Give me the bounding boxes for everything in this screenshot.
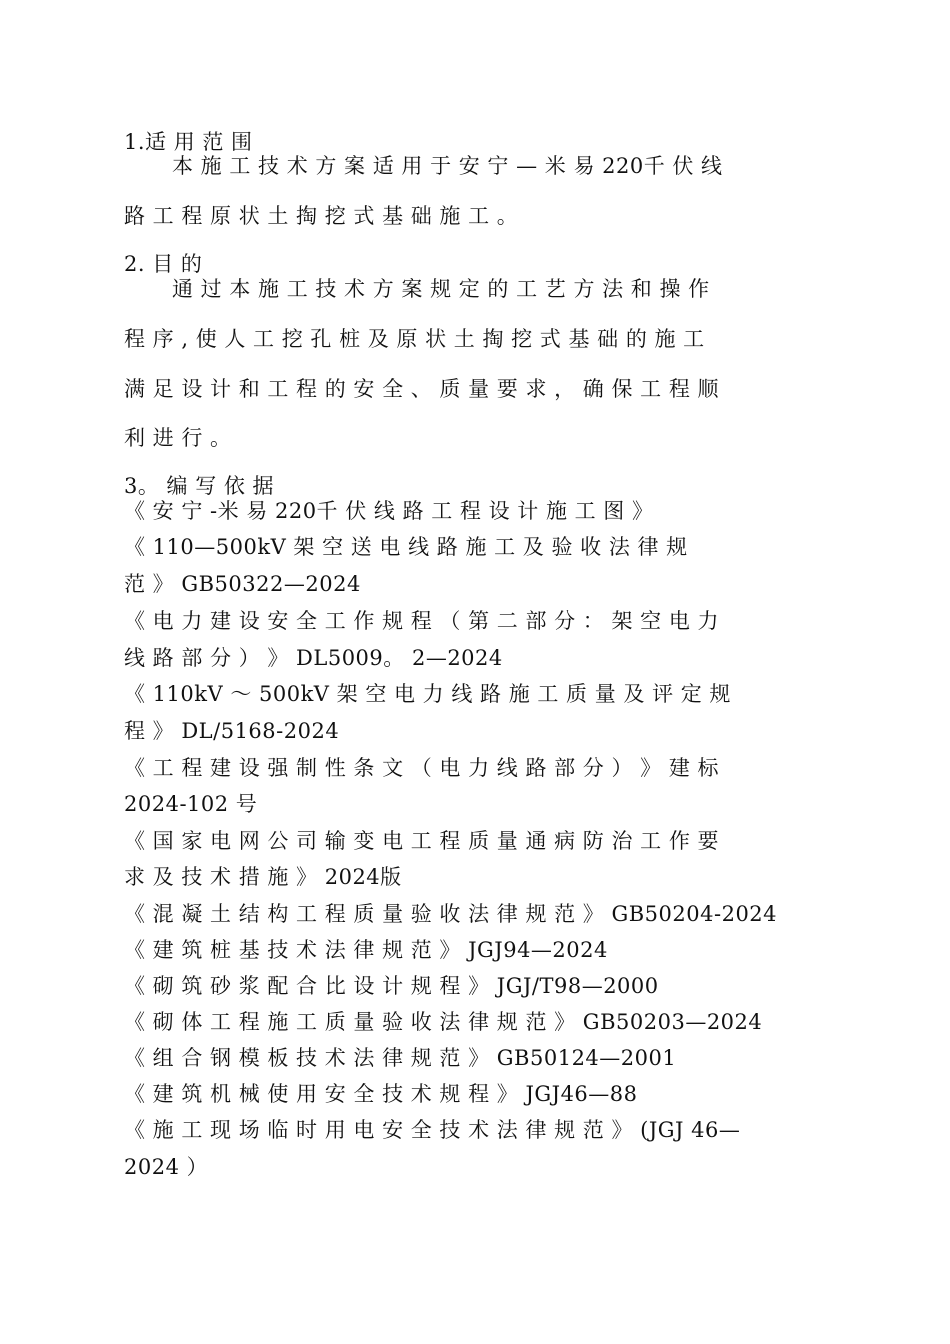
paragraph-line: 程 序 , 使 人 工 挖 孔 桩 及 原 状 土 掏 挖 式 基 础 的 施 工 xyxy=(124,327,705,351)
reference-line: 《 砌 筑 砂 浆 配 合 比 设 计 规 程 》 JGJ/T98—2000 xyxy=(124,974,659,998)
reference-line: 范 》 GB50322—2024 xyxy=(124,572,361,596)
reference-line: 《 安 宁 -米 易 220千 伏 线 路 工 程 设 计 施 工 图 》 xyxy=(124,499,654,523)
reference-line: 线 路 部 分 ） 》 DL5009。 2—2024 xyxy=(124,646,503,670)
section-heading-basis: 3。 编 写 依 据 xyxy=(124,474,275,498)
paragraph-line: 路 工 程 原 状 土 掏 挖 式 基 础 施 工 。 xyxy=(124,204,519,228)
paragraph-line: 通 过 本 施 工 技 术 方 案 规 定 的 工 艺 方 法 和 操 作 xyxy=(172,277,710,301)
reference-line: 2024 ） xyxy=(124,1155,209,1179)
section-heading-scope: 1.适 用 范 围 xyxy=(124,130,253,154)
reference-line: 求 及 技 术 措 施 》 2024版 xyxy=(124,865,402,889)
reference-line: 《 工 程 建 设 强 制 性 条 文 （ 电 力 线 路 部 分 ） 》 建 标 xyxy=(124,756,720,780)
reference-line: 《 电 力 建 设 安 全 工 作 规 程 （ 第 二 部 分 ： 架 空 电 力 xyxy=(124,609,720,633)
reference-line: 2024-102 号 xyxy=(124,792,258,816)
paragraph-line: 利 进 行 。 xyxy=(124,426,232,450)
paragraph-line: 满 足 设 计 和 工 程 的 安 全 、 质 量 要 求 ， 确 保 工 程 顺 xyxy=(124,377,720,401)
reference-line: 《 组 合 钢 模 板 技 术 法 律 规 范 》 GB50124—2001 xyxy=(124,1046,677,1070)
reference-line: 《 国 家 电 网 公 司 输 变 电 工 程 质 量 通 病 防 治 工 作 要 xyxy=(124,829,720,853)
reference-line: 《 建 筑 机 械 使 用 安 全 技 术 规 程 》 JGJ46—88 xyxy=(124,1082,638,1106)
reference-line: 《 施 工 现 场 临 时 用 电 安 全 技 术 法 律 规 范 》 (JGJ 46— xyxy=(124,1118,741,1142)
reference-line: 《 砌 体 工 程 施 工 质 量 验 收 法 律 规 范 》 GB50203—2024 xyxy=(124,1010,763,1034)
reference-line: 《 混 凝 土 结 构 工 程 质 量 验 收 法 律 规 范 》 GB50204-2024 xyxy=(124,902,778,926)
paragraph-line: 本 施 工 技 术 方 案 适 用 于 安 宁 — 米 易 220千 伏 线 xyxy=(172,154,723,178)
reference-line: 程 》 DL/5168-2024 xyxy=(124,719,340,743)
reference-line: 《 110—500kV 架 空 送 电 线 路 施 工 及 验 收 法 律 规 xyxy=(124,535,688,559)
reference-line: 《 110kV ～ 500kV 架 空 电 力 线 路 施 工 质 量 及 评 定 规 xyxy=(124,682,731,706)
section-heading-purpose: 2. 目 的 xyxy=(124,252,203,276)
reference-line: 《 建 筑 桩 基 技 术 法 律 规 范 》 JGJ94—2024 xyxy=(124,938,608,962)
